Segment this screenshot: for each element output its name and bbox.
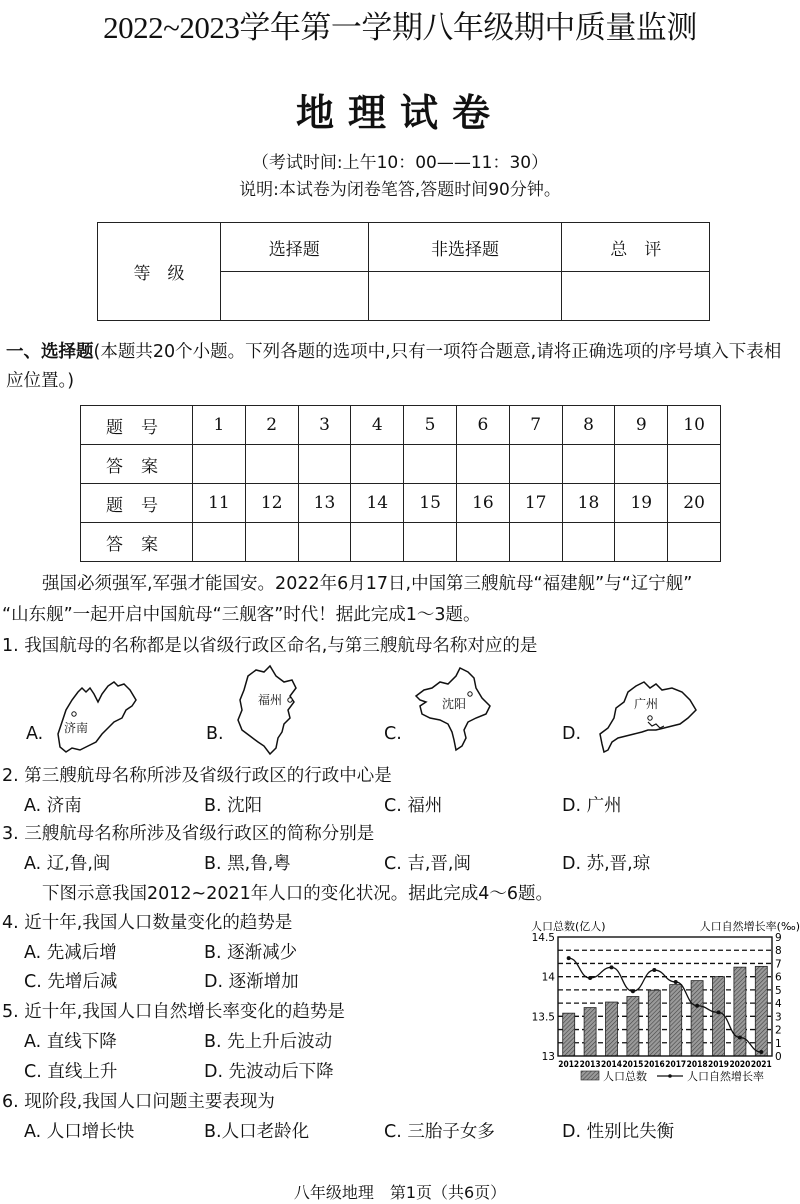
- question-number: 4: [351, 406, 404, 445]
- q1-option-d[interactable]: D.: [562, 724, 582, 744]
- passage-1-line-1: 强国必须强军,军强才能国安。2022年6月17日,中国第三艘航母“福建舰”与“辽宁舰”: [42, 574, 693, 594]
- q6-option-c[interactable]: C. 三胎子女多: [384, 1122, 495, 1142]
- answer-cell[interactable]: [193, 445, 246, 484]
- question-number: 5: [404, 406, 457, 445]
- liaoning-map-icon: [412, 666, 498, 752]
- answer-row-2: [81, 523, 721, 562]
- question-number: 8: [562, 406, 615, 445]
- q4-option-c[interactable]: C. 先增后减: [24, 972, 118, 992]
- question-number: 7: [509, 406, 562, 445]
- answer-cell[interactable]: [351, 445, 404, 484]
- question-number: 19: [615, 484, 668, 523]
- right-axis-tick: 1: [775, 1037, 782, 1050]
- growth-rate-point: [567, 956, 571, 960]
- answer-cell[interactable]: [245, 523, 298, 562]
- q5-option-b[interactable]: B. 先上升后波动: [204, 1032, 333, 1052]
- x-axis-tick: 2021: [750, 1059, 772, 1070]
- grade-row-label: 等 级: [98, 223, 221, 321]
- growth-rate-point: [631, 989, 635, 993]
- legend-line-swatch: [668, 1074, 672, 1078]
- right-axis-tick: 4: [775, 998, 782, 1011]
- x-axis-tick: 2013: [579, 1059, 601, 1070]
- answer-number-row-1: [81, 406, 721, 445]
- answer-cell[interactable]: [509, 445, 562, 484]
- population-bar: [563, 1013, 575, 1056]
- grade-cell-nonchoice[interactable]: [368, 272, 562, 321]
- section-heading: [6, 338, 796, 396]
- grade-cell-choice[interactable]: [221, 272, 369, 321]
- q4-option-b[interactable]: B. 逐渐减少: [204, 943, 298, 963]
- page-footer: 八年级地理 第1页（共6页）: [293, 1183, 507, 1202]
- section-title: 一、选择题: [6, 342, 94, 362]
- question-number: 3: [298, 406, 351, 445]
- number-label: 题号: [81, 406, 193, 445]
- map-label-shenyang: 沈阳: [442, 697, 467, 711]
- question-number: 13: [298, 484, 351, 523]
- legend-bar-label: 人口总数: [603, 1070, 647, 1083]
- q4-option-a[interactable]: A. 先减后增: [24, 943, 117, 963]
- q4-option-d[interactable]: D. 逐渐增加: [204, 972, 299, 992]
- right-axis-tick: 8: [775, 945, 782, 958]
- growth-rate-point: [717, 1010, 721, 1014]
- population-bar: [606, 1002, 618, 1056]
- answer-cell[interactable]: [404, 445, 457, 484]
- answer-row-1: [81, 445, 721, 484]
- question-number: 20: [668, 484, 721, 523]
- legend-line-label: 人口自然增长率: [687, 1070, 764, 1083]
- x-axis-tick: 2017: [665, 1059, 687, 1070]
- q6-option-d[interactable]: D. 性别比失衡: [562, 1122, 675, 1142]
- answer-cell[interactable]: [245, 445, 298, 484]
- q2-option-b[interactable]: B. 沈阳: [204, 796, 263, 816]
- left-axis-tick: 14.5: [531, 932, 555, 944]
- answer-cell[interactable]: [615, 445, 668, 484]
- answer-cell[interactable]: [298, 445, 351, 484]
- growth-rate-line: [569, 958, 762, 1052]
- answer-cell[interactable]: [509, 523, 562, 562]
- question-number: 2: [245, 406, 298, 445]
- population-bar: [691, 981, 703, 1056]
- answer-cell[interactable]: [615, 523, 668, 562]
- left-axis-title: 人口总数(亿人): [531, 920, 606, 933]
- question-1-stem: 1. 我国航母的名称都是以省级行政区命名,与第三艘航母名称对应的是: [2, 636, 538, 656]
- question-number: 16: [456, 484, 509, 523]
- q2-option-a[interactable]: A. 济南: [24, 796, 82, 816]
- answer-label: 答案: [81, 445, 193, 484]
- shandong-map-icon: [52, 672, 142, 754]
- question-number: 9: [615, 406, 668, 445]
- right-axis-tick: 7: [775, 958, 782, 971]
- right-axis-tick: 3: [775, 1011, 782, 1024]
- exam-note: 说明:本试卷为闭卷笔答,答题时间90分钟。: [239, 180, 561, 200]
- map-label-jinan: 济南: [64, 721, 89, 735]
- x-axis-tick: 2015: [622, 1059, 644, 1070]
- left-axis-tick: 13.5: [531, 1011, 555, 1024]
- question-6-stem: 6. 现阶段,我国人口问题主要表现为: [2, 1092, 275, 1112]
- population-bar: [670, 985, 682, 1056]
- right-axis-tick: 6: [775, 971, 782, 984]
- subject-title: 地理试卷: [295, 91, 504, 135]
- q2-option-d[interactable]: D. 广州: [562, 796, 622, 816]
- question-number: 15: [404, 484, 457, 523]
- q6-option-a[interactable]: A. 人口增长快: [24, 1122, 135, 1142]
- map-label-guangzhou: 广州: [634, 697, 659, 711]
- population-bar: [755, 966, 767, 1056]
- growth-rate-point: [652, 968, 656, 972]
- question-4-stem: 4. 近十年,我国人口数量变化的趋势是: [2, 913, 293, 933]
- grade-col-choice: 选择题: [221, 223, 369, 272]
- question-2-stem: 2. 第三艘航母名称所涉及省级行政区的行政中心是: [2, 766, 392, 786]
- growth-rate-point: [588, 976, 592, 980]
- question-number: 11: [193, 484, 246, 523]
- growth-rate-point: [674, 980, 678, 984]
- answer-cell[interactable]: [668, 523, 721, 562]
- population-bar: [627, 997, 639, 1057]
- right-axis-tick: 0: [775, 1051, 782, 1063]
- q5-option-c[interactable]: C. 直线上升: [24, 1062, 118, 1082]
- x-axis-tick: 2012: [558, 1059, 580, 1070]
- answer-label: 答案: [81, 523, 193, 562]
- section-instructions: (本题共20个小题。下列各题的选项中,只有一项符合题意,请将正确选项的序号填入下表相应位置。): [6, 342, 782, 391]
- x-axis-tick: 2020: [729, 1059, 751, 1070]
- q5-option-d[interactable]: D. 先波动后下降: [204, 1062, 334, 1082]
- guangdong-map-icon: [592, 672, 704, 756]
- map-label-fuzhou: 福州: [258, 693, 283, 707]
- q3-option-d[interactable]: D. 苏,晋,琼: [562, 854, 651, 874]
- growth-rate-point: [738, 1035, 742, 1039]
- q3-option-a[interactable]: A. 辽,鲁,闽: [24, 854, 111, 874]
- passage-2: 下图示意我国2012~2021年人口的变化状况。据此完成4～6题。: [42, 884, 554, 904]
- answer-cell[interactable]: [298, 523, 351, 562]
- question-number: 1: [193, 406, 246, 445]
- question-number: 6: [456, 406, 509, 445]
- q1-option-c[interactable]: C.: [384, 724, 402, 744]
- population-bar: [648, 990, 660, 1056]
- exam-title: 2022~2023学年第一学期八年级期中质量监测: [103, 10, 697, 45]
- passage-1-line-2: “山东舰”一起开启中国航母“三舰客”时代！据此完成1～3题。: [2, 605, 481, 625]
- answer-number-row-2: [81, 484, 721, 523]
- right-axis-tick: 2: [775, 1024, 782, 1037]
- question-number: 14: [351, 484, 404, 523]
- q2-option-c[interactable]: C. 福州: [384, 796, 443, 816]
- question-number: 18: [562, 484, 615, 523]
- answer-cell[interactable]: [456, 523, 509, 562]
- population-bar: [584, 1008, 596, 1056]
- population-bar: [713, 977, 725, 1056]
- growth-rate-point: [610, 965, 614, 969]
- growth-rate-point: [759, 1050, 763, 1054]
- question-3-stem: 3. 三艘航母名称所涉及省级行政区的简称分别是: [2, 824, 375, 844]
- x-axis-tick: 2019: [708, 1059, 729, 1070]
- answer-cell[interactable]: [668, 445, 721, 484]
- population-chart: [523, 910, 800, 1090]
- population-bar: [734, 967, 746, 1056]
- q1-option-b[interactable]: B.: [206, 724, 224, 744]
- answer-cell[interactable]: [562, 445, 615, 484]
- answer-cell[interactable]: [456, 445, 509, 484]
- right-axis-tick: 9: [775, 932, 782, 944]
- answer-cell[interactable]: [351, 523, 404, 562]
- number-label: 题号: [81, 484, 193, 523]
- question-number: 10: [668, 406, 721, 445]
- grade-col-nonchoice: 非选择题: [368, 223, 562, 272]
- q1-option-a[interactable]: A.: [26, 724, 44, 744]
- answer-cell[interactable]: [404, 523, 457, 562]
- left-axis-tick: 14: [541, 971, 555, 984]
- legend-bar-swatch: [581, 1071, 599, 1080]
- question-5-stem: 5. 近十年,我国人口自然增长率变化的趋势是: [2, 1002, 345, 1022]
- grade-cell-total[interactable]: [562, 272, 710, 321]
- x-axis-tick: 2014: [601, 1059, 622, 1070]
- fujian-map-icon: [234, 662, 306, 758]
- q3-option-b[interactable]: B. 黑,鲁,粤: [204, 854, 291, 874]
- right-axis-title: 人口自然增长率(‰): [699, 920, 800, 933]
- answer-table: [80, 405, 721, 562]
- answer-cell[interactable]: [562, 523, 615, 562]
- x-axis-tick: 2018: [686, 1059, 708, 1070]
- q3-option-c[interactable]: C. 吉,晋,闽: [384, 854, 471, 874]
- grade-table: [97, 222, 710, 321]
- question-number: 17: [509, 484, 562, 523]
- growth-rate-point: [695, 1004, 699, 1008]
- answer-cell[interactable]: [193, 523, 246, 562]
- question-number: 12: [245, 484, 298, 523]
- exam-time: （考试时间:上午10：00——11：30）: [251, 153, 549, 173]
- x-axis-tick: 2016: [643, 1059, 665, 1070]
- q5-option-a[interactable]: A. 直线下降: [24, 1032, 117, 1052]
- grade-col-total: 总 评: [562, 223, 710, 272]
- left-axis-tick: 13: [541, 1051, 555, 1063]
- right-axis-tick: 5: [775, 984, 782, 997]
- q6-option-b[interactable]: B.人口老龄化: [204, 1122, 310, 1142]
